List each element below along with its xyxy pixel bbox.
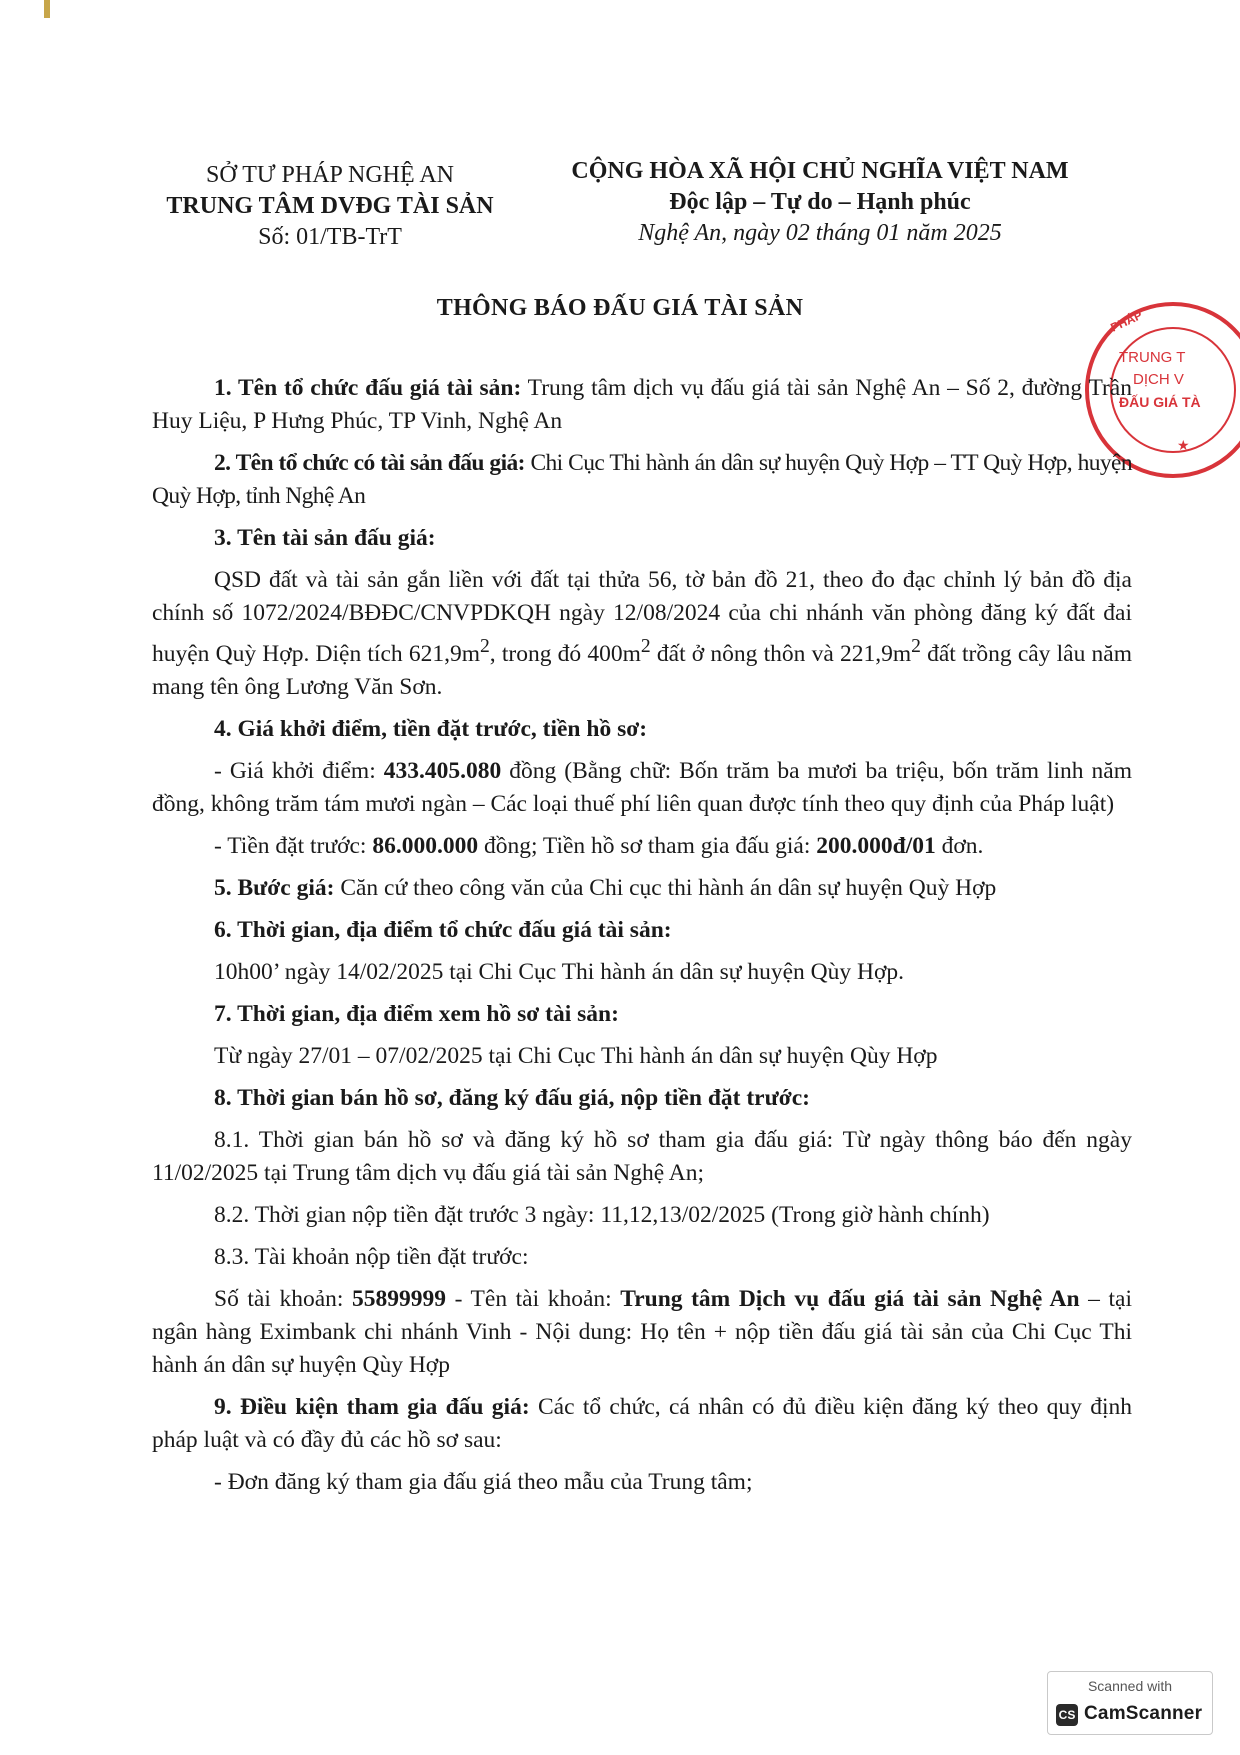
- section-1: [152, 372, 1132, 438]
- section-6-label: 6. Thời gian, địa điểm tổ chức đấu giá tài sản:: [214, 916, 672, 943]
- section-3-text-b: , trong đó 400m: [489, 640, 641, 667]
- section-4a: [152, 755, 1132, 821]
- section-8-1: 8.1. Thời gian bán hồ sơ và đăng ký hồ sơ tham gia đấu giá: Từ ngày thông báo đến ngày 11/02/2025 tại Trung tâm dịch vụ đấu giá tài sản Nghệ An;: [152, 1126, 1132, 1186]
- dossier-fee-value: 200.000đ/01: [816, 832, 936, 859]
- stamp-text-mid2: DỊCH V: [1133, 371, 1184, 388]
- account-number: 55899999: [352, 1285, 446, 1312]
- section-3-text-c: đất ở nông thôn và 221,9m: [650, 640, 912, 667]
- account-details: – tại ngân hàng Eximbank chi nhánh Vinh - Nội dung: Họ tên + nộp tiền đấu giá tài sản của Chi Cục Thi hành án dân sự huyện Qùy Hợp: [152, 1285, 1132, 1378]
- section-1-text: Trung tâm dịch vụ đấu giá tài sản Nghệ An – Số 2, đường Trần Huy Liệu, P Hưng Phúc, TP Vinh, Nghệ An: [152, 375, 1132, 434]
- account-name-lead: - Tên tài khoản:: [446, 1285, 621, 1312]
- starting-price-lead: - Giá khởi điểm:: [214, 757, 384, 784]
- nation-name: CỘNG HÒA XÃ HỘI CHỦ NGHĨA VIỆT NAM: [571, 158, 1069, 184]
- deposit-lead: - Tiền đặt trước:: [214, 832, 373, 859]
- center-name: TRUNG TÂM DVĐG TÀI SẢN: [166, 193, 494, 219]
- bank-account-info: [152, 1283, 1132, 1382]
- section-5-text: Căn cứ theo công văn của Chi cục thi hành án dân sự huyện Quỳ Hợp: [334, 874, 997, 901]
- account-number-lead: Số tài khoản:: [214, 1285, 352, 1312]
- camscanner-badge: [1047, 1671, 1213, 1735]
- document-number-text: Số: 01/TB-TrT: [258, 224, 402, 250]
- section-2: [152, 447, 1132, 513]
- stamp-star-icon: ★: [1177, 438, 1190, 454]
- section-8-2: 8.2. Thời gian nộp tiền đặt trước 3 ngày: 11,12,13/02/2025 (Trong giờ hành chính): [214, 1201, 990, 1228]
- section-3-text-a: QSD đất và tài sản gắn liền với đất tại thửa 56, tờ bản đồ 21, theo đo đạc chỉnh lý bản đồ địa chính số 1072/2024/BĐĐC/CNVPDKQH ngày 12/08/2024 của chi nhánh văn phòng đăng ký đất đai huyện Quỳ Hợp. Diện tích 621,9m: [152, 567, 1132, 667]
- stamp-text-mid3: ĐẤU GIÁ TÀ: [1119, 394, 1201, 410]
- agency-name: SỞ TƯ PHÁP NGHỆ AN: [206, 162, 454, 188]
- deposit-mid: đồng; Tiền hồ sơ tham gia đấu giá:: [478, 832, 817, 859]
- section-7-label: 7. Thời gian, địa điểm xem hồ sơ tài sản:: [214, 1000, 619, 1027]
- starting-price-text: đồng (Bằng chữ: Bốn trăm ba mươi ba triệu, bốn trăm linh năm đồng, không trăm tám mươi ngàn – Các loại thuế phí liên quan được tính theo quy định của Pháp luật): [152, 757, 1132, 817]
- section-3-text-d: đất trồng cây lâu năm mang tên ông Lương Văn Sơn.: [152, 640, 1132, 700]
- section-7-text: Từ ngày 27/01 – 07/02/2025 tại Chi Cục Thi hành án dân sự huyện Qùy Hợp: [214, 1042, 938, 1069]
- document-title: THÔNG BÁO ĐẤU GIÁ TÀI SẢN: [436, 295, 804, 321]
- camscanner-logo-icon: CS: [1056, 1704, 1078, 1726]
- section-2-text: Chi Cục Thi hành án dân sự huyện Quỳ Hợp – TT Quỳ Hợp, huyện Quỳ Hợp, tỉnh Nghệ An: [152, 450, 1133, 509]
- section-3-label: 3. Tên tài sản đấu giá:: [214, 525, 436, 551]
- section-9: [152, 1391, 1132, 1457]
- stamp-text-top: PHÁP: [1108, 307, 1145, 335]
- section-5: [152, 872, 1132, 905]
- header-left: [140, 160, 520, 253]
- section-4-label: 4. Giá khởi điểm, tiền đặt trước, tiền hồ sơ:: [214, 715, 648, 742]
- section-5-label: 5. Bước giá:: [214, 874, 335, 901]
- section-8-3: 8.3. Tài khoản nộp tiền đặt trước:: [214, 1243, 529, 1270]
- document-body: [152, 372, 1132, 1508]
- motto: Độc lập – Tự do – Hạnh phúc: [669, 189, 971, 215]
- section-9-label: 9. Điều kiện tham gia đấu giá:: [214, 1393, 530, 1420]
- starting-price-value: 433.405.080: [383, 757, 502, 784]
- camscanner-name: CamScanner: [1084, 1703, 1203, 1724]
- superscript-2: 2: [479, 636, 490, 657]
- deposit-end: đơn.: [935, 832, 984, 859]
- superscript-2: 2: [640, 636, 651, 657]
- edge-mark: [44, 0, 50, 18]
- section-6-text: 10h00’ ngày 14/02/2025 tại Chi Cục Thi hành án dân sự huyện Qùy Hợp.: [214, 958, 905, 985]
- account-name: Trung tâm Dịch vụ đấu giá tài sản Nghệ An: [620, 1285, 1080, 1312]
- section-9-text: Các tổ chức, cá nhân có đủ điều kiện đăng ký theo quy định pháp luật và có đầy đủ các hồ sơ sau:: [152, 1393, 1132, 1453]
- section-1-label: 1. Tên tổ chức đấu giá tài sản:: [214, 375, 522, 401]
- document-number: [140, 222, 520, 253]
- place-date: Nghệ An, ngày 02 tháng 01 năm 2025: [638, 220, 1002, 246]
- section-9-item: - Đơn đăng ký tham gia đấu giá theo mẫu của Trung tâm;: [214, 1468, 753, 1495]
- deposit-value: 86.000.000: [372, 832, 479, 859]
- scanned-with-label: Scanned with: [1087, 1678, 1173, 1694]
- section-8-label: 8. Thời gian bán hồ sơ, đăng ký đấu giá, nộp tiền đặt trước:: [214, 1084, 810, 1111]
- stamp-text-mid1: TRUNG T: [1119, 349, 1186, 366]
- section-2-label: 2. Tên tổ chức có tài sản đấu giá:: [214, 450, 525, 476]
- superscript-2: 2: [911, 636, 921, 657]
- section-3-text: [152, 564, 1132, 704]
- section-4b: [152, 830, 1132, 863]
- header-right: [540, 156, 1100, 249]
